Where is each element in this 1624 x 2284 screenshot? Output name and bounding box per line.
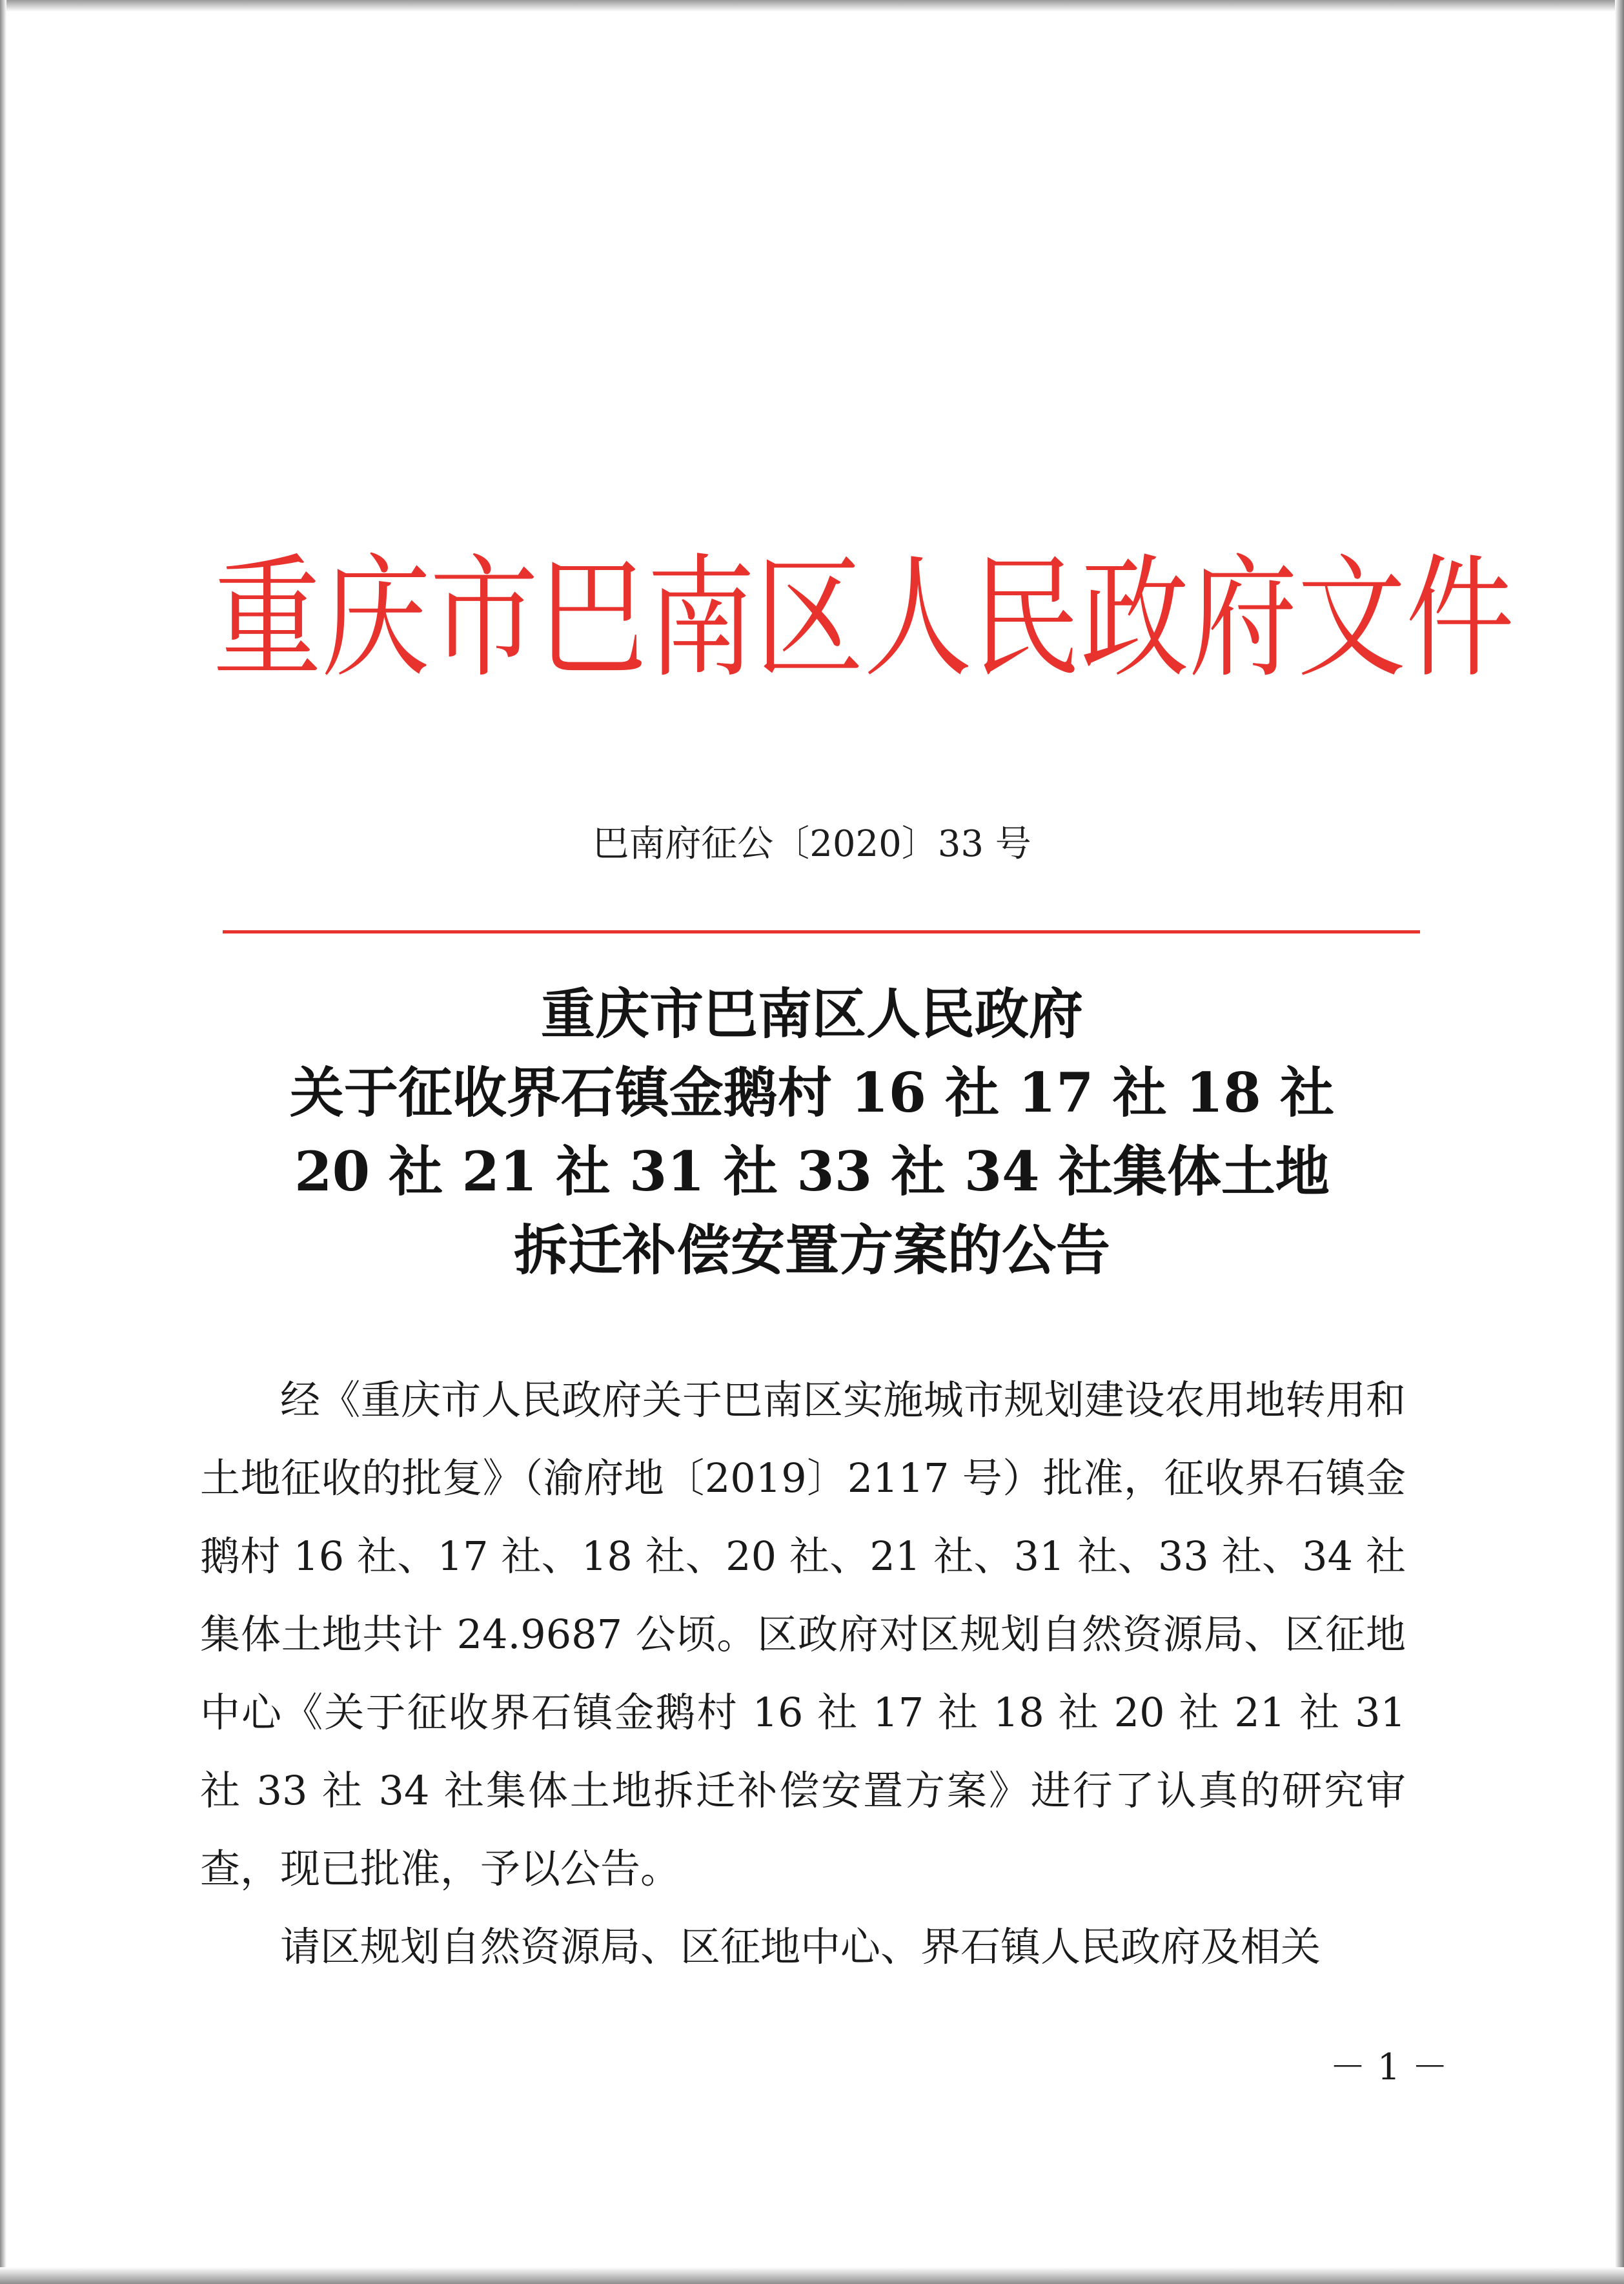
notice-title-line: 拆迁补偿安置方案的公告: [513, 1218, 1110, 1282]
notice-title-line: 20 社 21 社 31 社 33 社 34 社集体土地: [294, 1139, 1330, 1203]
body-paragraph: 请区规划自然资源局、区征地中心、界石镇人民政府及相关: [280, 1923, 1321, 1970]
body-paragraph: 经《重庆市人民政府关于巴南区实施城市规划建设农用地转用和土地征收的批复》（渝府地〔2019〕2117 号）批准，征收界石镇金鹅村 16 社、17 社、18 社、20 社、21 社、31 社、33 社、34 社集体土地共计 24.9687 公顷。区政府对区规划自然资源局、区征地中心《关于征收界石镇金鹅村 16 社 17 社 18 社 20 社 21 社 31 社 33 社 34 社集体土地拆迁补偿安置方案》进行了认真的研究审查，现已批准，予以公告。: [200, 1376, 1406, 1892]
body-text: [200, 1361, 1406, 1986]
notice-title-line: 关于征收界石镇金鹅村 16 社 17 社 18 社: [289, 1061, 1335, 1125]
page-number: － 1 －: [1330, 2046, 1448, 2088]
document-header-title: 重庆市巴南区人民政府文件: [213, 541, 1514, 696]
scan-edge-bottom: [0, 2267, 1624, 2284]
document-number: 巴南府征公〔2020〕33 号: [593, 823, 1031, 865]
red-divider-line: [223, 930, 1420, 933]
notice-title: [0, 975, 1624, 1290]
scan-edge-top: [0, 0, 1624, 12]
notice-title-line: 重庆市巴南区人民政府: [540, 982, 1083, 1046]
